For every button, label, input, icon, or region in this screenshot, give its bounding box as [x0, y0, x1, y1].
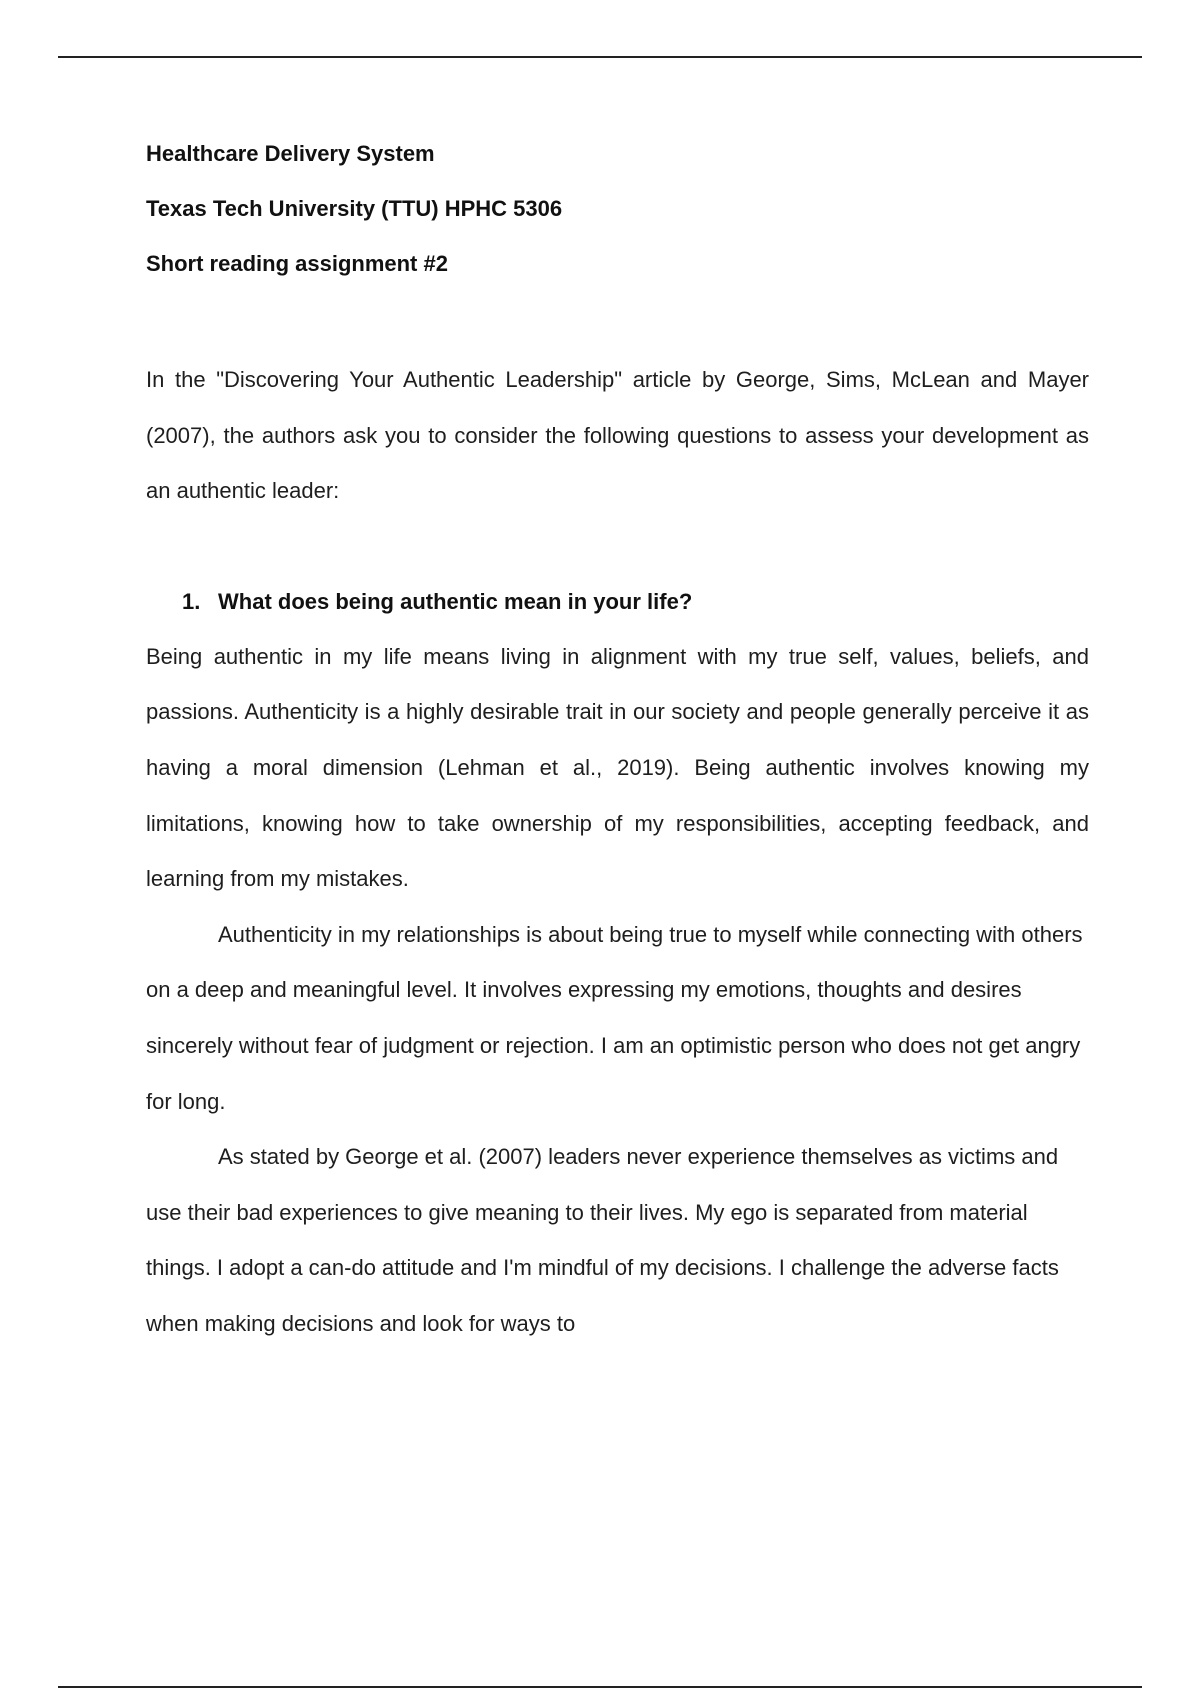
- bottom-rule: [58, 1686, 1142, 1688]
- answer-paragraph-2: Authenticity in my relationships is about being true to myself while connecting with others on a deep and meaningful level. It involves expressing my emotions, thoughts and desires sincerely without fear of judgment or rejection. I am an optimistic person who does not get angry for long.: [146, 921, 1083, 1114]
- assignment-title: Short reading assignment #2: [146, 251, 448, 276]
- document-body: [146, 140, 1089, 1352]
- intro-paragraph: In the "Discovering Your Authentic Leadership" article by George, Sims, McLean and Mayer (2007), the authors ask you to consider the following questions to assess your development as an authentic leader:: [146, 367, 1089, 504]
- answer-paragraph-1: Being authentic in my life means living in alignment with my true self, values, beliefs, and passions. Authenticity is a highly desirable trait in our society and people generally perceive it as having a moral dimension (Lehman et al., 2019). Being authentic involves knowing my limitations, knowing how to take ownership of my responsibilities, accepting feedback, and learning from my mistakes.: [146, 643, 1089, 892]
- top-rule: [58, 56, 1142, 58]
- answer-paragraph-3: As stated by George et al. (2007) leaders never experience themselves as victims and use their bad experiences to give meaning to their lives. My ego is separated from material things. I adopt a can-do attitude and I'm mindful of my decisions. I challenge the adverse facts when making decisions and look for ways to: [146, 1144, 1059, 1336]
- institution-course-code: Texas Tech University (TTU) HPHC 5306: [146, 196, 563, 221]
- question-number: 1.: [182, 588, 201, 614]
- question-heading: [146, 574, 1089, 629]
- question-text: What does being authentic mean in your life?: [218, 588, 693, 614]
- course-title: Healthcare Delivery System: [146, 141, 435, 166]
